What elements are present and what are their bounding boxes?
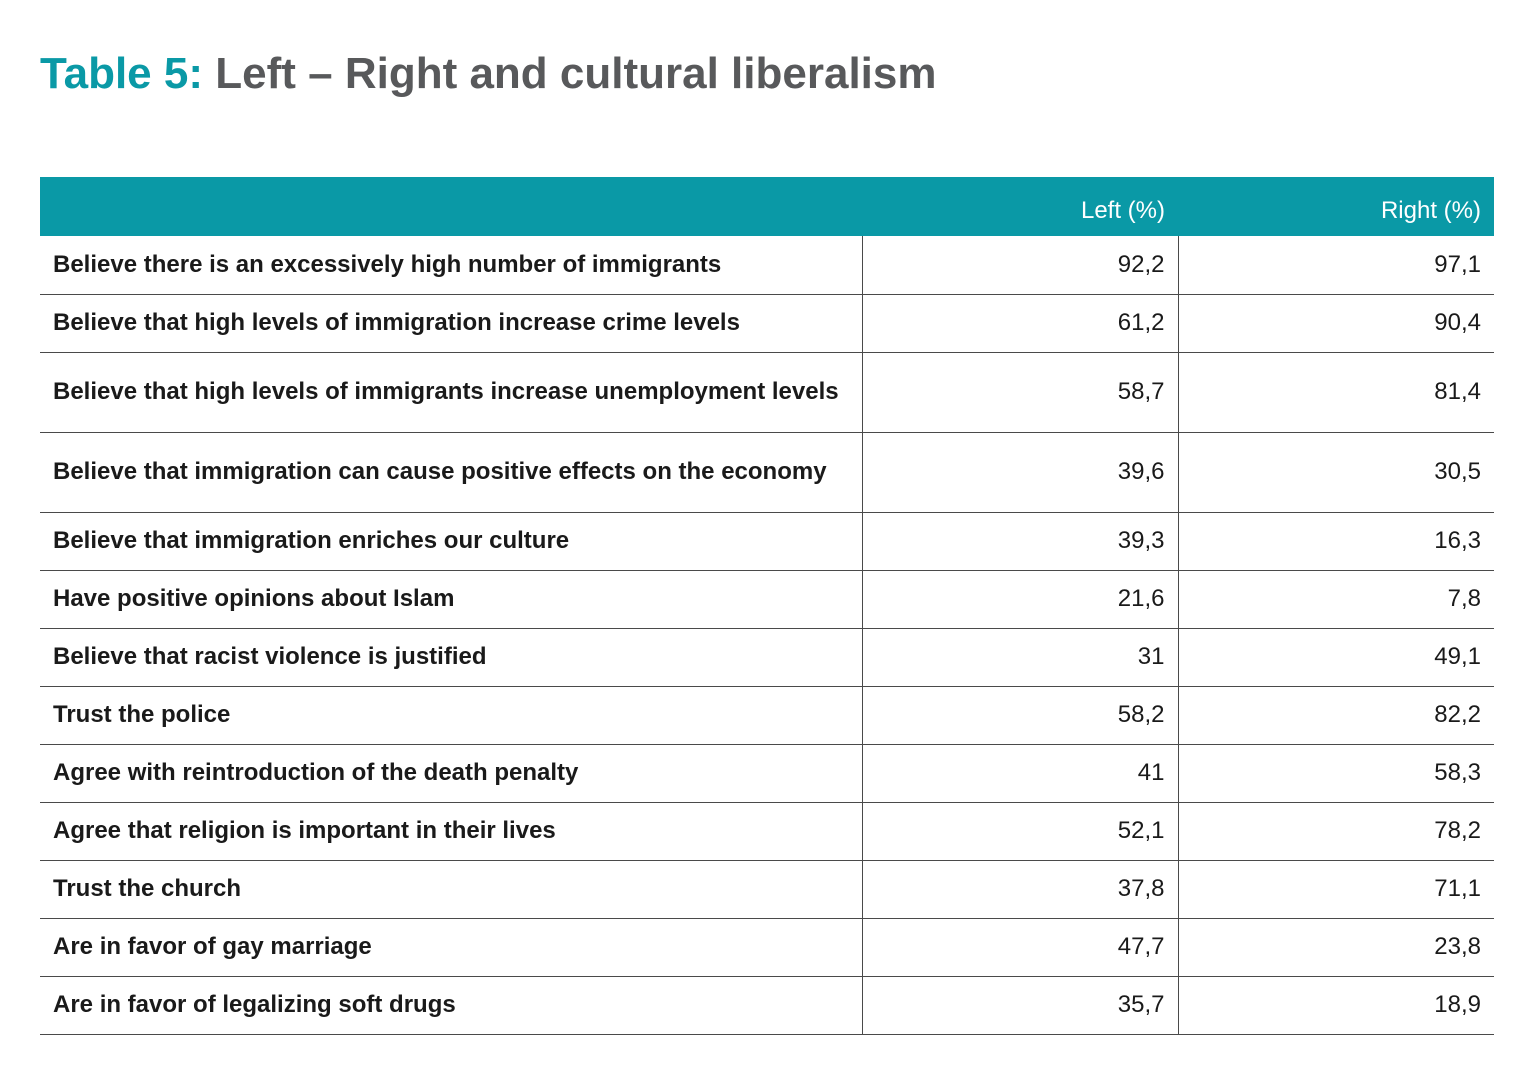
left-value: 58,7 <box>862 352 1178 432</box>
left-value: 61,2 <box>862 294 1178 352</box>
left-value: 39,3 <box>862 512 1178 570</box>
table-number: Table 5: <box>40 49 204 98</box>
right-value: 49,1 <box>1434 643 1481 670</box>
table-title: Left – Right and cultural liberalism <box>215 49 937 98</box>
table-row <box>40 860 1494 918</box>
table-row <box>40 744 1494 802</box>
row-label: Trust the church <box>40 860 862 918</box>
header-statement <box>40 177 862 236</box>
row-label: Have positive opinions about Islam <box>40 570 862 628</box>
right-value: 16,3 <box>1434 527 1481 554</box>
right-value: 71,1 <box>1434 875 1481 902</box>
row-label: Believe that immigration can cause positive effects on the economy <box>40 432 862 512</box>
table-row <box>40 918 1494 976</box>
left-value: 47,7 <box>862 918 1178 976</box>
table-row <box>40 570 1494 628</box>
left-value: 35,7 <box>862 976 1178 1034</box>
right-value: 7,8 <box>1447 585 1481 612</box>
table-row <box>40 432 1494 512</box>
left-value: 37,8 <box>862 860 1178 918</box>
row-label: Trust the police <box>40 686 862 744</box>
row-label: Are in favor of legalizing soft drugs <box>40 976 862 1034</box>
left-value: 52,1 <box>862 802 1178 860</box>
right-value: 23,8 <box>1434 933 1481 960</box>
right-value: 78,2 <box>1434 817 1481 844</box>
row-label: Agree that religion is important in their lives <box>40 802 862 860</box>
row-label: Believe there is an excessively high number of immigrants <box>40 236 862 294</box>
left-value: 58,2 <box>862 686 1178 744</box>
table-header-row <box>40 177 1494 236</box>
page-title <box>40 44 936 104</box>
row-label: Believe that high levels of immigration increase crime levels <box>40 294 862 352</box>
left-value: 39,6 <box>862 432 1178 512</box>
table-row <box>40 294 1494 352</box>
right-value: 30,5 <box>1434 458 1481 485</box>
row-label: Agree with reintroduction of the death penalty <box>40 744 862 802</box>
row-label: Believe that racist violence is justified <box>40 628 862 686</box>
results-table <box>40 177 1494 1035</box>
right-value: 82,2 <box>1434 701 1481 728</box>
left-value: 31 <box>862 628 1178 686</box>
table-row <box>40 352 1494 432</box>
table-row <box>40 236 1494 294</box>
right-value: 18,9 <box>1434 991 1481 1018</box>
table-row <box>40 802 1494 860</box>
left-value: 41 <box>862 744 1178 802</box>
right-value: 90,4 <box>1434 309 1481 336</box>
left-value: 21,6 <box>862 570 1178 628</box>
right-value: 58,3 <box>1434 759 1481 786</box>
table-row <box>40 512 1494 570</box>
row-label: Believe that immigration enriches our culture <box>40 512 862 570</box>
header-left: Left (%) <box>862 177 1178 236</box>
table-row <box>40 686 1494 744</box>
left-value: 92,2 <box>862 236 1178 294</box>
row-label: Believe that high levels of immigrants increase unemployment levels <box>40 352 862 432</box>
row-label: Are in favor of gay marriage <box>40 918 862 976</box>
table-row <box>40 976 1494 1034</box>
right-value: 81,4 <box>1434 378 1481 405</box>
table-row <box>40 628 1494 686</box>
header-right: Right (%) <box>1178 177 1494 236</box>
right-value: 97,1 <box>1434 250 1481 278</box>
